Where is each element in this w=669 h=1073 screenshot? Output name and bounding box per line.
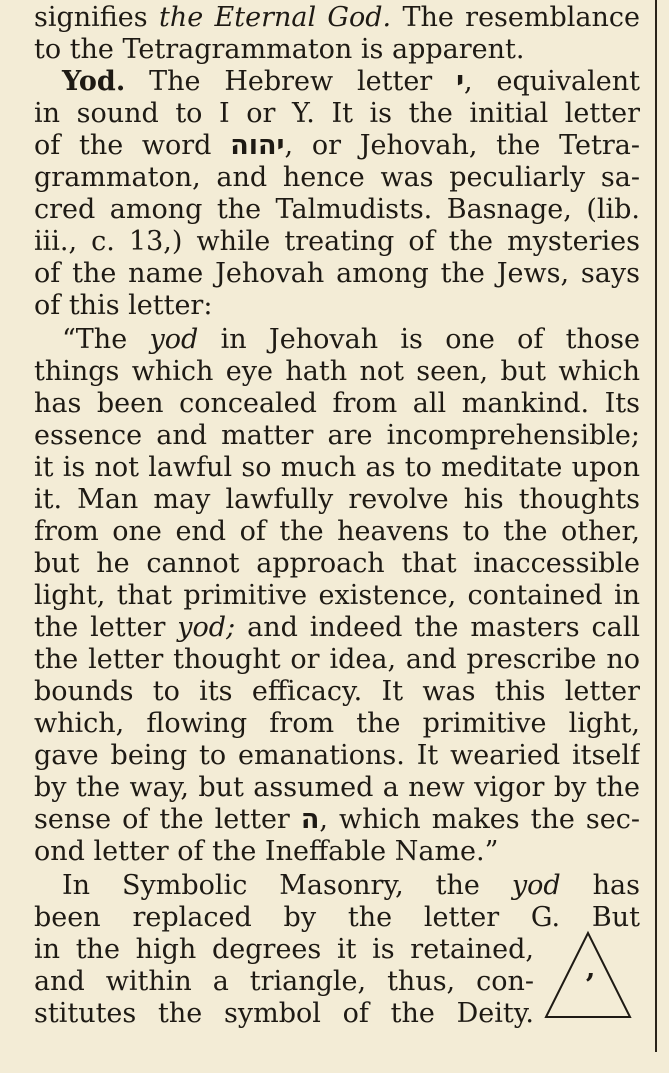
text-line: signifies the Eternal God. The resemblance (34, 2, 640, 33)
quote-line: but he cannot approach that inaccessible (34, 548, 640, 579)
column-rule (655, 0, 657, 1052)
quote-line: essence and matter are incomprehensible; (34, 420, 640, 451)
quote-line: it is not lawful so much as to meditate upon (34, 452, 640, 483)
quote-line: it. Man may lawfully revolve his thoughts (34, 484, 640, 515)
quote-line: things which eye hath not seen, but which (34, 356, 640, 387)
text-line: stitutes the symbol of the Deity. (34, 998, 534, 1029)
hebrew-tetragrammaton: יהוה (230, 130, 285, 161)
text-line: been replaced by the letter G. But (34, 902, 640, 933)
triangle-yod-icon (540, 927, 636, 1023)
text-line: cred among the Talmudists. Basnage, (lib. (34, 194, 640, 225)
text-line: grammaton, and hence was peculiarly sa- (34, 162, 640, 193)
text-line: in the high degrees it is retained, (34, 934, 534, 965)
text-line: of this letter: (34, 290, 213, 321)
quote-line: sense of the letter ה, which makes the sec- (34, 804, 640, 835)
hebrew-yod: י (456, 66, 465, 97)
quote-line: by the way, but assumed a new vigor by the (34, 772, 640, 803)
quote-line: ond letter of the Ineffable Name.” (34, 836, 499, 867)
text-line: and within a triangle, thus, con- (34, 966, 534, 997)
triangle-yod-glyph: ’ (584, 968, 596, 1003)
text-line: In Symbolic Masonry, the yod has (62, 870, 640, 901)
entry-yod-line: Yod. The Hebrew letter י, equivalent (62, 66, 640, 97)
quote-line: “The yod in Jehovah is one of those (62, 324, 640, 355)
quote-line: bounds to its efficacy. It was this letter (34, 676, 640, 707)
quote-line: the letter yod; and indeed the masters call (34, 612, 640, 643)
quote-line: light, that primitive existence, contained in (34, 580, 640, 611)
entry-headword: Yod. (62, 66, 126, 97)
text-line: in sound to I or Y. It is the initial letter (34, 98, 640, 129)
text-line: iii., c. 13,) while treating of the mysteries (34, 226, 640, 257)
quote-line: gave being to emanations. It wearied itself (34, 740, 640, 771)
text-line: of the name Jehovah among the Jews, says (34, 258, 640, 289)
quote-line: has been concealed from all mankind. Its (34, 388, 640, 419)
quote-line: the letter thought or idea, and prescribe no (34, 644, 640, 675)
quote-line: which, flowing from the primitive light, (34, 708, 640, 739)
hebrew-he: ה (300, 804, 320, 835)
quote-line: from one end of the heavens to the other, (34, 516, 640, 547)
text-line: of the word יהוה, or Jehovah, the Tetra- (34, 130, 640, 161)
text-line: to the Tetragrammaton is apparent. (34, 34, 525, 65)
